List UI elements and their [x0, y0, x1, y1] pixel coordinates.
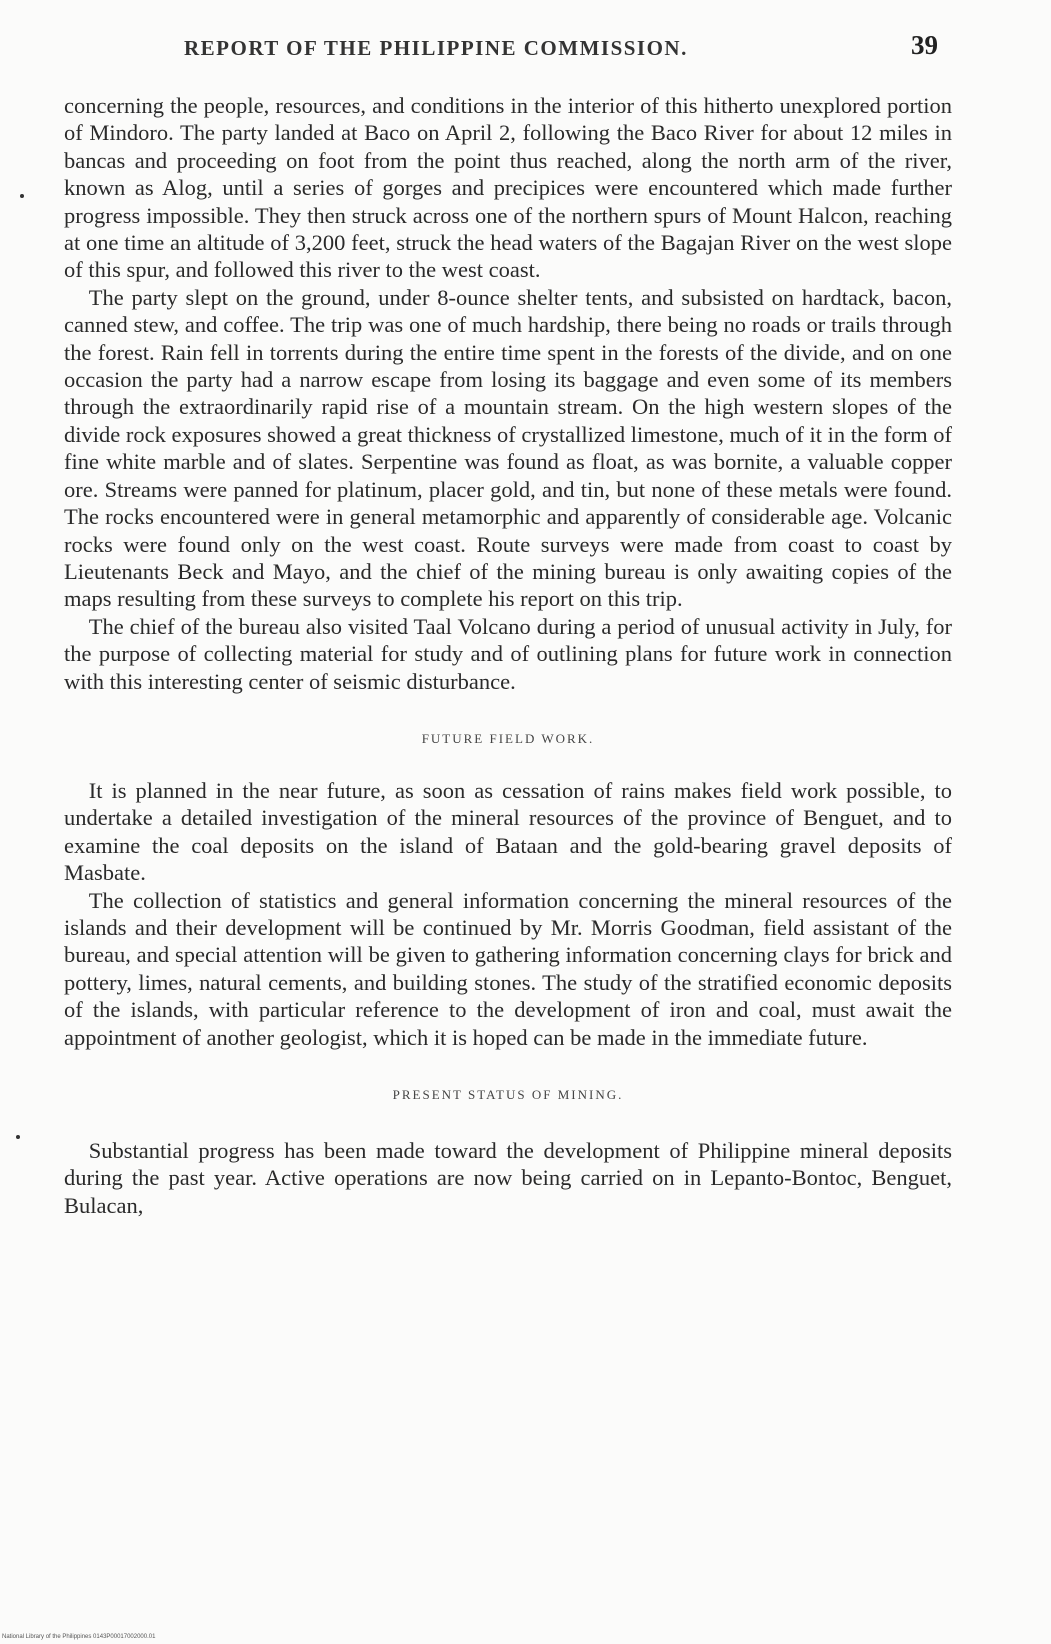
body-paragraph: Substantial progress has been made toward the development of Philippine mineral deposits during the past year. Active operations are now being carried on in Lepanto-Bontoc, Benguet, Bulacan,	[64, 1138, 952, 1218]
margin-speck	[16, 1135, 20, 1139]
body-paragraph: concerning the people, resources, and conditions in the interior of this hitherto unexplored portion of Mindoro. The party landed at Baco on April 2, following the Baco River for about 12 miles in bancas and proceeding on foot from the point thus reached, along the north arm of the river, known as Alog, until a series of gorges and precipices were encountered which made further progress impossible. They then struck across one of the northern spurs of Mount Halcon, reaching at one time an altitude of 3,200 feet, struck the head waters of the Bagajan River on the west slope of this spur, and followed this river to the west coast.	[64, 93, 952, 283]
section-heading-future-field-work: FUTURE FIELD WORK.	[421, 730, 595, 746]
body-paragraph: The party slept on the ground, under 8-ounce shelter tents, and subsisted on hardtack, bacon, canned stew, and coffee. The trip was one of much hardship, there being no roads or trails through the forest. Rain fell in torrents during the entire time spent in the forests of the divide, and on one occasion the party had a narrow escape from losing its baggage and even some of its members through the extraordinarily rapid rise of a mountain stream. On the high western slopes of the divide rock exposures showed a great thickness of crystallized limestone, much of it in the form of fine white marble and of slates. Serpentine was found as float, as was bornite, a valuable copper ore. Streams were panned for platinum, placer gold, and tin, but none of these metals were found. The rocks encountered were in general metamorphic and apparently of considerable age. Volcanic rocks were found only on the west coast. Route surveys were made from coast to coast by Lieutenants Beck and Mayo, and the chief of the mining bureau is only awaiting copies of the maps resulting from these surveys to complete his report on this trip.	[64, 284, 952, 612]
page-number: 39	[911, 30, 938, 60]
page-body	[64, 92, 952, 1219]
running-title: REPORT OF THE PHILIPPINE COMMISSION.	[184, 36, 688, 60]
scan-footer: National Library of the Philippines 0143P00017002000.01	[2, 1634, 156, 1640]
margin-speck	[20, 194, 24, 198]
page-header	[178, 30, 938, 74]
section-heading-present-status-of-mining: PRESENT STATUS OF MINING.	[392, 1087, 624, 1102]
body-paragraph: The chief of the bureau also visited Taal Volcano during a period of unusual activity in July, for the purpose of collecting material for study and of outlining plans for future work in connection with this interesting center of seismic disturbance.	[64, 613, 952, 694]
body-paragraph: The collection of statistics and general information concerning the mineral resources of the islands and their development will be continued by Mr. Morris Goodman, field assistant of the bureau, and special attention will be given to gathering information concerning clays for brick and pottery, limes, natural cements, and building stones. The study of the stratified economic deposits of the islands, with particular reference to the development of iron and coal, must await the appointment of another geologist, which it is hoped can be made in the immediate future.	[64, 887, 952, 1050]
body-paragraph: It is planned in the near future, as soon as cessation of rains makes field work possible, to undertake a detailed investigation of the mineral resources of the province of Benguet, and to examine the coal deposits on the island of Bataan and the gold-bearing gravel deposits of Masbate.	[64, 777, 952, 886]
